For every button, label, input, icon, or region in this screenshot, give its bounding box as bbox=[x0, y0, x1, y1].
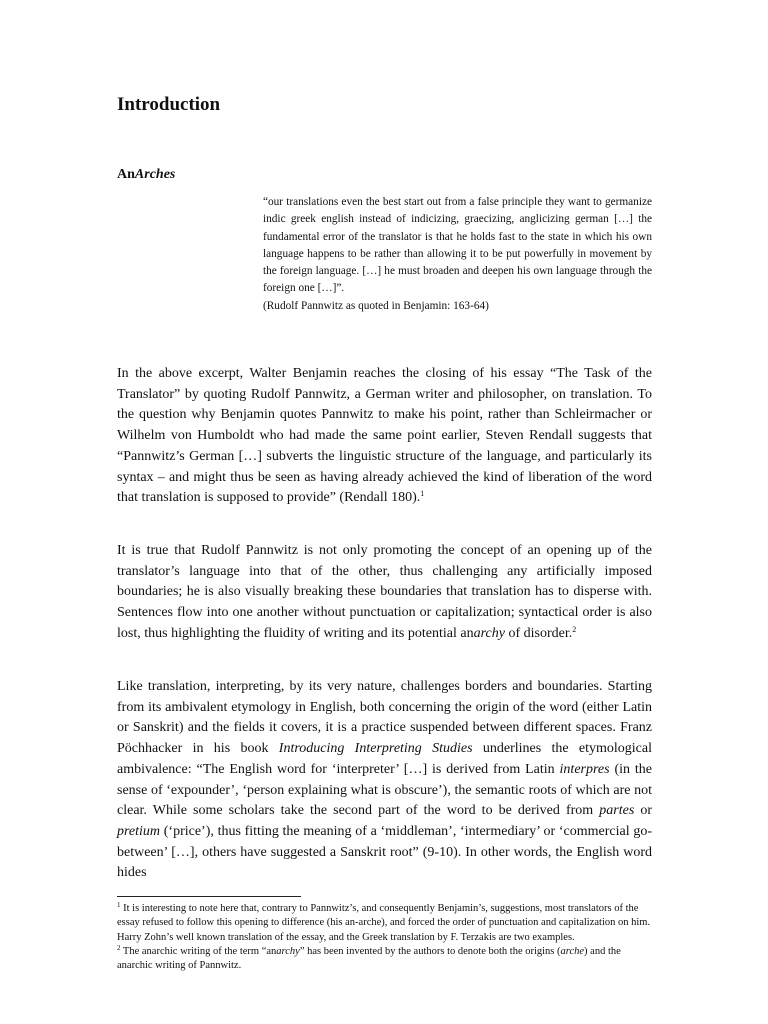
section-heading bbox=[117, 165, 175, 185]
paragraph-3-part-1: Like translation, interpreting, by its very nature, challenges borders and boundaries. Starting from its ambivalent etymology in English, both concerning the origin of the word (either Latin or Sanskrit) and the fields it covers, it is a practice suspended between different spaces. Franz Pöchhacker in his book bbox=[117, 679, 652, 757]
section-heading-prefix: An bbox=[117, 167, 135, 182]
paragraph-2-text: It is true that Rudolf Pannwitz is not only promoting the concept of an opening up of the translator’s language into that of the other, thus challenging any artificially imposed boundaries; he is also visually breaking these boundaries that translation has to disperse with. Sentences flow into one another without punctuation or capitalization; syntactical order is also lost, thus highlighting the fluidity of writing and its potential an bbox=[117, 543, 652, 641]
paragraph-2-italic: archy bbox=[473, 625, 505, 641]
paragraph-2-end: of disorder. bbox=[504, 625, 573, 641]
footnote-2-number: 2 bbox=[117, 943, 121, 952]
paragraph-1 bbox=[117, 364, 652, 509]
footnote-2-italic-2: arche bbox=[560, 945, 585, 957]
block-quote-citation: (Rudolf Pannwitz as quoted in Benjamin: 163-64) bbox=[263, 299, 489, 312]
book-title: Introducing Interpreting Studies bbox=[278, 741, 473, 757]
term-partes: partes bbox=[599, 803, 635, 819]
footnote-2 bbox=[117, 945, 652, 974]
footnote-1-number: 1 bbox=[117, 901, 121, 909]
footnote-2-italic-1: archy bbox=[276, 945, 300, 957]
footnotes bbox=[117, 902, 652, 973]
paragraph-3-part-5: (‘price’), thus fitting the meaning of a ‘middleman’, ‘intermediary’ or ‘commercial go-between’ […], others have suggested a Sanskrit root” (9-10). In other words, the English word hides bbox=[117, 823, 652, 881]
block-quote bbox=[263, 194, 652, 315]
page-title: Introduction bbox=[117, 94, 221, 115]
footnote-ref-1: 1 bbox=[420, 489, 425, 499]
paragraph-3 bbox=[117, 677, 652, 884]
paragraph-2 bbox=[117, 541, 652, 645]
section-heading-italic: Arches bbox=[134, 167, 176, 182]
footnote-ref-2: 2 bbox=[572, 624, 577, 634]
footnote-divider bbox=[117, 896, 301, 897]
footnote-2-text-2: ” has been invented by the authors to denote both the origins ( bbox=[299, 945, 561, 957]
footnote-2-text-1: The anarchic writing of the term “an bbox=[120, 945, 277, 957]
footnote-1-text: It is interesting to note here that, contrary to Pannwitz’s, and consequently Benjamin’s, suggestions, most translators of the essay refused to follow this opening to difference (his an-arche), and forced the order of punctuation and capitalization on him. Harry Zohn’s well known translation of the essay, and the Greek translation by F. Terzakis are two examples. bbox=[117, 903, 651, 943]
paragraph-3-part-3: (in the sense of ‘expounder’, ‘person explaining what is obscure’), the semantic roots of which are not clear. While some scholars take the second part of the word to be derived from bbox=[117, 761, 652, 819]
term-pretium: pretium bbox=[117, 823, 161, 839]
paragraph-3-part-4: or bbox=[634, 803, 652, 819]
term-interpres: interpres bbox=[559, 761, 610, 777]
block-quote-text: “our translations even the best start out from a false principle they want to germanize indic greek english instead of indicizing, graecizing, anglicizing german […] the fundamental error of the translator is that he holds fast to the state in which his own language happens to be rather than allowing it to be put powerfully in movement by the foreign language. […] he must broaden and deepen his own language through the foreign one […]”. bbox=[263, 196, 652, 295]
paragraph-1-text: In the above excerpt, Walter Benjamin reaches the closing of his essay “The Task of the Translator” by quoting Rudolf Pannwitz, a German writer and philosopher, on translation. To the question why Benjamin quotes Pannwitz to make his point, rather than Schleirmacher or Wilhelm von Humboldt who had made the same point earlier, Steven Rendall suggests that “Pannwitz’s German […] subverts the linguistic structure of the language, and particularly its syntax – and might thus be seen as having already achieved the kind of liberation of the word that translation is supposed to provide” (Rendall 180). bbox=[117, 366, 652, 506]
paragraph-3-part-2: underlines the etymological ambivalence: “The English word for ‘interpreter’ […] is derived from Latin bbox=[117, 741, 653, 777]
footnote-2-text-3: ) and the anarchic writing of Pannwitz. bbox=[117, 945, 621, 972]
footnote-1 bbox=[117, 902, 652, 945]
